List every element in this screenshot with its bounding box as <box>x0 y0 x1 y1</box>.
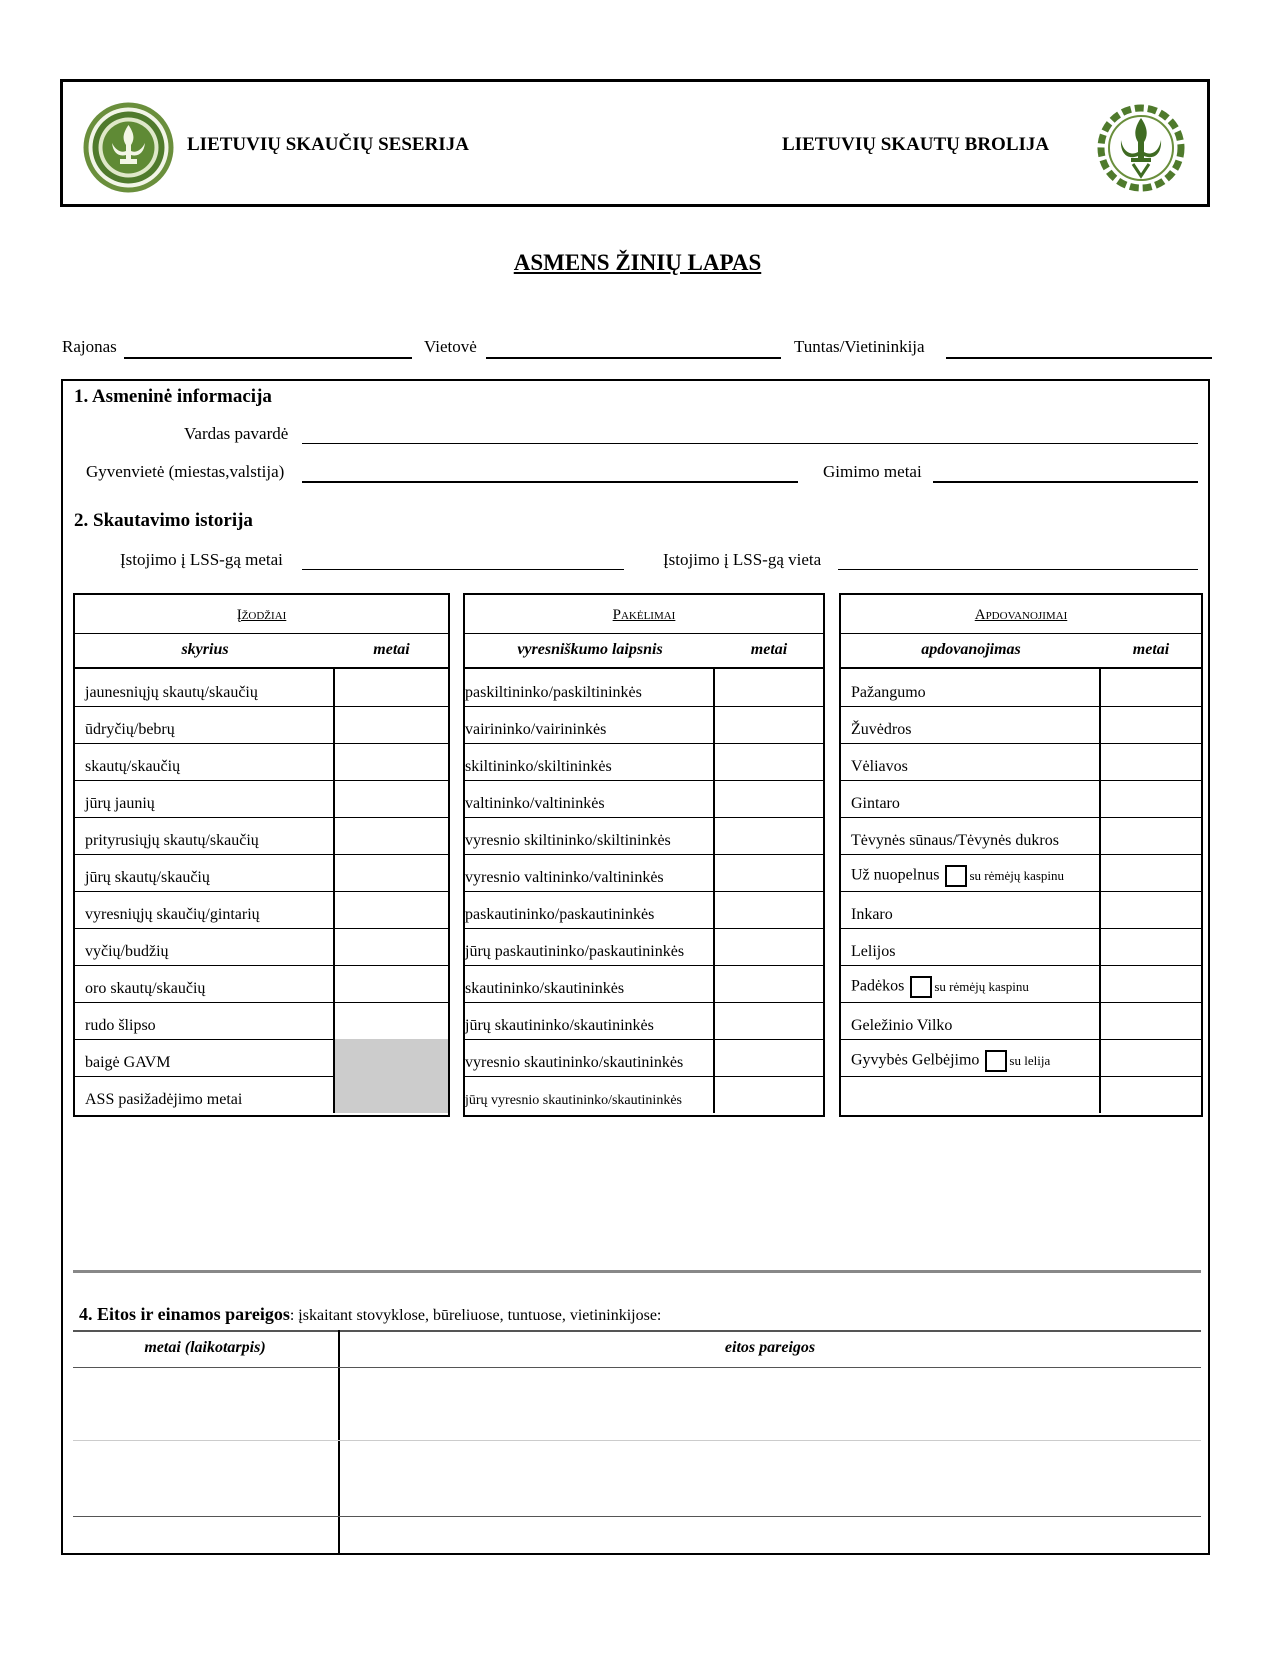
promotions-table-subheader <box>465 633 823 669</box>
oath-row-label: jaunesniųjų skautų/skaučių <box>85 684 258 701</box>
promotion-row <box>465 817 823 855</box>
oath-row-label: vyresniųjų skaučių/gintarių <box>85 906 260 923</box>
section-4-title: 4. Eitos ir einamos pareigos <box>79 1304 290 1324</box>
promotion-row-label: jūrų skautininko/skautininkės <box>465 1017 654 1034</box>
duties-col-years: metai (laikotarpis) <box>144 1339 266 1356</box>
promotion-year-cell[interactable] <box>713 1076 823 1113</box>
awards-table <box>839 593 1203 1117</box>
promotion-row <box>465 706 823 744</box>
option-checkbox[interactable] <box>985 1050 1007 1072</box>
promotion-year-cell[interactable] <box>713 854 823 891</box>
oath-row-label: skautų/skaučių <box>85 758 181 775</box>
award-row-label: Žuvėdros <box>851 721 912 738</box>
award-row <box>841 669 1201 707</box>
join-year-label: Įstojimo į LSS-gą metai <box>120 550 283 569</box>
promotion-row <box>465 965 823 1003</box>
residence-label: Gyvenvietė (miestas,valstija) <box>86 462 285 481</box>
oath-row <box>75 965 448 1003</box>
option-label: su lelija <box>1009 1053 1051 1068</box>
promotion-row-label: skiltininko/skiltininkės <box>465 758 612 775</box>
promotion-year-cell[interactable] <box>713 965 823 1002</box>
promotion-row-label: vairininko/vairininkės <box>465 721 607 738</box>
oath-year-cell <box>333 1039 448 1076</box>
name-field[interactable] <box>302 443 1198 444</box>
award-row <box>841 965 1201 1003</box>
option-label: su rėmėjų kaspinu <box>934 979 1029 994</box>
award-row <box>841 1002 1201 1040</box>
promotion-row-label: vyresnio valtininko/valtininkės <box>465 869 664 886</box>
award-row-label: Lelijos <box>851 943 896 960</box>
residence-field[interactable] <box>302 481 798 483</box>
join-place-field[interactable] <box>838 569 1198 570</box>
award-row-label: Pažangumo <box>851 684 926 701</box>
birth-year-label: Gimimo metai <box>823 462 922 481</box>
locality-label: Vietovė <box>424 337 477 356</box>
oaths-rows <box>75 669 448 1115</box>
district-field[interactable] <box>124 357 412 359</box>
promotion-year-cell[interactable] <box>713 669 823 706</box>
award-year-cell[interactable] <box>1099 669 1201 706</box>
oath-row-label: rudo šlipso <box>85 1017 156 1034</box>
oath-row <box>75 928 448 966</box>
promotion-year-cell[interactable] <box>713 780 823 817</box>
promotion-row <box>465 854 823 892</box>
award-row-label: Gyvybės Gelbėjimo su lelija <box>851 1050 1050 1072</box>
oath-row <box>75 1002 448 1040</box>
oath-year-cell[interactable] <box>333 817 448 854</box>
promotion-row-label: skautininko/skautininkės <box>465 980 625 997</box>
award-year-cell[interactable] <box>1099 891 1201 928</box>
oath-year-cell <box>333 1076 448 1113</box>
promotion-row <box>465 780 823 818</box>
award-year-cell[interactable] <box>1099 1076 1201 1113</box>
award-year-cell[interactable] <box>1099 1039 1201 1076</box>
award-year-cell[interactable] <box>1099 1002 1201 1039</box>
oaths-table-title: Įžodžiai <box>75 595 448 634</box>
oaths-table-subheader <box>75 633 448 669</box>
oath-row <box>75 817 448 855</box>
promotion-row <box>465 1002 823 1040</box>
promotion-row <box>465 743 823 781</box>
award-row <box>841 1039 1201 1077</box>
award-row-label: Gintaro <box>851 795 900 812</box>
oath-year-cell[interactable] <box>333 669 448 706</box>
award-row <box>841 817 1201 855</box>
oath-row-label: baigė GAVM <box>85 1054 171 1071</box>
promotion-row-label: paskiltininko/paskiltininkės <box>465 684 642 701</box>
right-org-name: LIETUVIŲ SKAUTŲ BROLIJA <box>782 134 1050 155</box>
promotion-row <box>465 928 823 966</box>
oath-row <box>75 706 448 744</box>
oath-year-cell[interactable] <box>333 854 448 891</box>
oath-year-cell[interactable] <box>333 965 448 1002</box>
oath-row-label: vyčių/budžių <box>85 943 169 960</box>
oath-year-cell[interactable] <box>333 928 448 965</box>
promotion-row-label: jūrų vyresnio skautininko/skautininkės <box>465 1093 682 1108</box>
oaths-col-branch: skyrius <box>181 641 229 658</box>
oath-row <box>75 669 448 707</box>
option-checkbox[interactable] <box>910 976 932 998</box>
award-row-label: Už nuopelnus su rėmėjų kaspinu <box>851 865 1064 887</box>
join-year-field[interactable] <box>302 569 624 570</box>
oath-year-cell[interactable] <box>333 1002 448 1039</box>
option-label: su rėmėjų kaspinu <box>969 868 1065 883</box>
oaths-col-year: metai <box>373 641 410 658</box>
award-year-cell[interactable] <box>1099 706 1201 743</box>
oath-row-label: ASS pasižadėjimo metai <box>85 1091 243 1108</box>
oath-row <box>75 1039 448 1077</box>
oath-row-label: oro skautų/skaučių <box>85 980 206 997</box>
oath-row <box>75 854 448 892</box>
award-row <box>841 706 1201 744</box>
section-4-heading <box>79 1304 661 1325</box>
award-year-cell[interactable] <box>1099 854 1201 891</box>
promotion-year-cell[interactable] <box>713 928 823 965</box>
oath-year-cell[interactable] <box>333 891 448 928</box>
promotion-row-label: jūrų paskautininko/paskautininkės <box>465 943 685 960</box>
girl-scouts-emblem <box>82 101 175 194</box>
oaths-table <box>73 593 450 1117</box>
oath-row-label: prityrusiųjų skautų/skaučių <box>85 832 259 849</box>
award-row <box>841 780 1201 818</box>
awards-table-title: Apdovanojimai <box>841 595 1201 634</box>
award-row-label: Padėkos su rėmėjų kaspinu <box>851 976 1029 998</box>
promotion-year-cell[interactable] <box>713 817 823 854</box>
oath-row-label: jūrų skautų/skaučių <box>85 869 210 886</box>
awards-col-award: apdovanojimas <box>921 641 1021 658</box>
award-row <box>841 1076 1201 1113</box>
award-row-label: Vėliavos <box>851 758 908 775</box>
award-row-label: Geležinio Vilko <box>851 1017 953 1034</box>
duties-col-duties: eitos pareigos <box>724 1339 816 1356</box>
duties-years-cell[interactable] <box>80 1372 330 1512</box>
duties-header-rule <box>73 1367 1201 1368</box>
name-label: Vardas pavardė <box>184 424 289 443</box>
promotions-table <box>463 593 825 1117</box>
duties-column-divider <box>338 1330 340 1553</box>
option-checkbox[interactable] <box>945 865 967 887</box>
oath-year-cell[interactable] <box>333 706 448 743</box>
promotion-year-cell[interactable] <box>713 1002 823 1039</box>
promotions-col-year: metai <box>750 641 788 658</box>
duties-row-rule <box>73 1516 1201 1517</box>
section-4-subtitle: : įskaitant stovyklose, būreliuose, tuntuose, vietininkijose: <box>289 1307 662 1324</box>
promotion-row <box>465 1076 823 1113</box>
promotion-row <box>465 669 823 707</box>
promotion-row-label: vyresnio skiltininko/skiltininkės <box>465 832 671 849</box>
promotion-year-cell[interactable] <box>713 891 823 928</box>
award-row <box>841 743 1201 781</box>
duties-description-cell[interactable] <box>346 1372 1196 1512</box>
awards-col-year: metai <box>1132 641 1170 658</box>
oath-year-cell[interactable] <box>333 780 448 817</box>
oath-year-cell[interactable] <box>333 743 448 780</box>
oath-row-label: ūdryčių/bebrų <box>85 721 175 738</box>
promotions-table-title: Pakėlimai <box>465 595 823 634</box>
section-divider <box>73 1270 1201 1273</box>
award-row <box>841 854 1201 892</box>
left-org-name: LIETUVIŲ SKAUČIŲ SESERIJA <box>187 134 469 155</box>
promotion-row-label: valtininko/valtininkės <box>465 795 605 812</box>
join-place-label: Įstojimo į LSS-gą vieta <box>663 550 822 569</box>
promotion-year-cell[interactable] <box>713 743 823 780</box>
oath-row <box>75 1076 448 1113</box>
promotions-rows <box>465 669 823 1115</box>
birth-year-field[interactable] <box>933 481 1198 483</box>
award-row <box>841 928 1201 966</box>
promotions-col-rank: vyresniškumo laipsnis <box>517 641 663 658</box>
locality-field[interactable] <box>486 357 781 359</box>
oath-row <box>75 891 448 929</box>
promotion-row <box>465 1039 823 1077</box>
promotion-year-cell[interactable] <box>713 706 823 743</box>
promotion-row-label: paskautininko/paskautininkės <box>465 906 655 923</box>
award-row-label: Tėvynės sūnaus/Tėvynės dukros <box>851 832 1059 849</box>
award-year-cell[interactable] <box>1099 928 1201 965</box>
award-year-cell[interactable] <box>1099 817 1201 854</box>
award-year-cell[interactable] <box>1099 780 1201 817</box>
section-1-title: 1. Asmeninė informacija <box>74 386 272 407</box>
oath-row-label: jūrų jaunių <box>85 795 155 812</box>
unit-label: Tuntas/Vietininkija <box>794 337 925 356</box>
document-title: ASMENS ŽINIŲ LAPAS <box>513 250 762 275</box>
award-row <box>841 891 1201 929</box>
promotion-year-cell[interactable] <box>713 1039 823 1076</box>
promotion-row <box>465 891 823 929</box>
oath-row <box>75 780 448 818</box>
award-row-label: Inkaro <box>851 906 893 923</box>
section-2-title: 2. Skautavimo istorija <box>74 510 253 531</box>
district-label: Rajonas <box>62 337 117 356</box>
unit-field[interactable] <box>946 357 1212 359</box>
awards-table-subheader <box>841 633 1201 669</box>
oath-row <box>75 743 448 781</box>
award-year-cell[interactable] <box>1099 743 1201 780</box>
awards-rows <box>841 669 1201 1115</box>
boy-scouts-emblem <box>1093 100 1189 196</box>
promotion-row-label: vyresnio skautininko/skautininkės <box>465 1054 684 1071</box>
award-year-cell[interactable] <box>1099 965 1201 1002</box>
